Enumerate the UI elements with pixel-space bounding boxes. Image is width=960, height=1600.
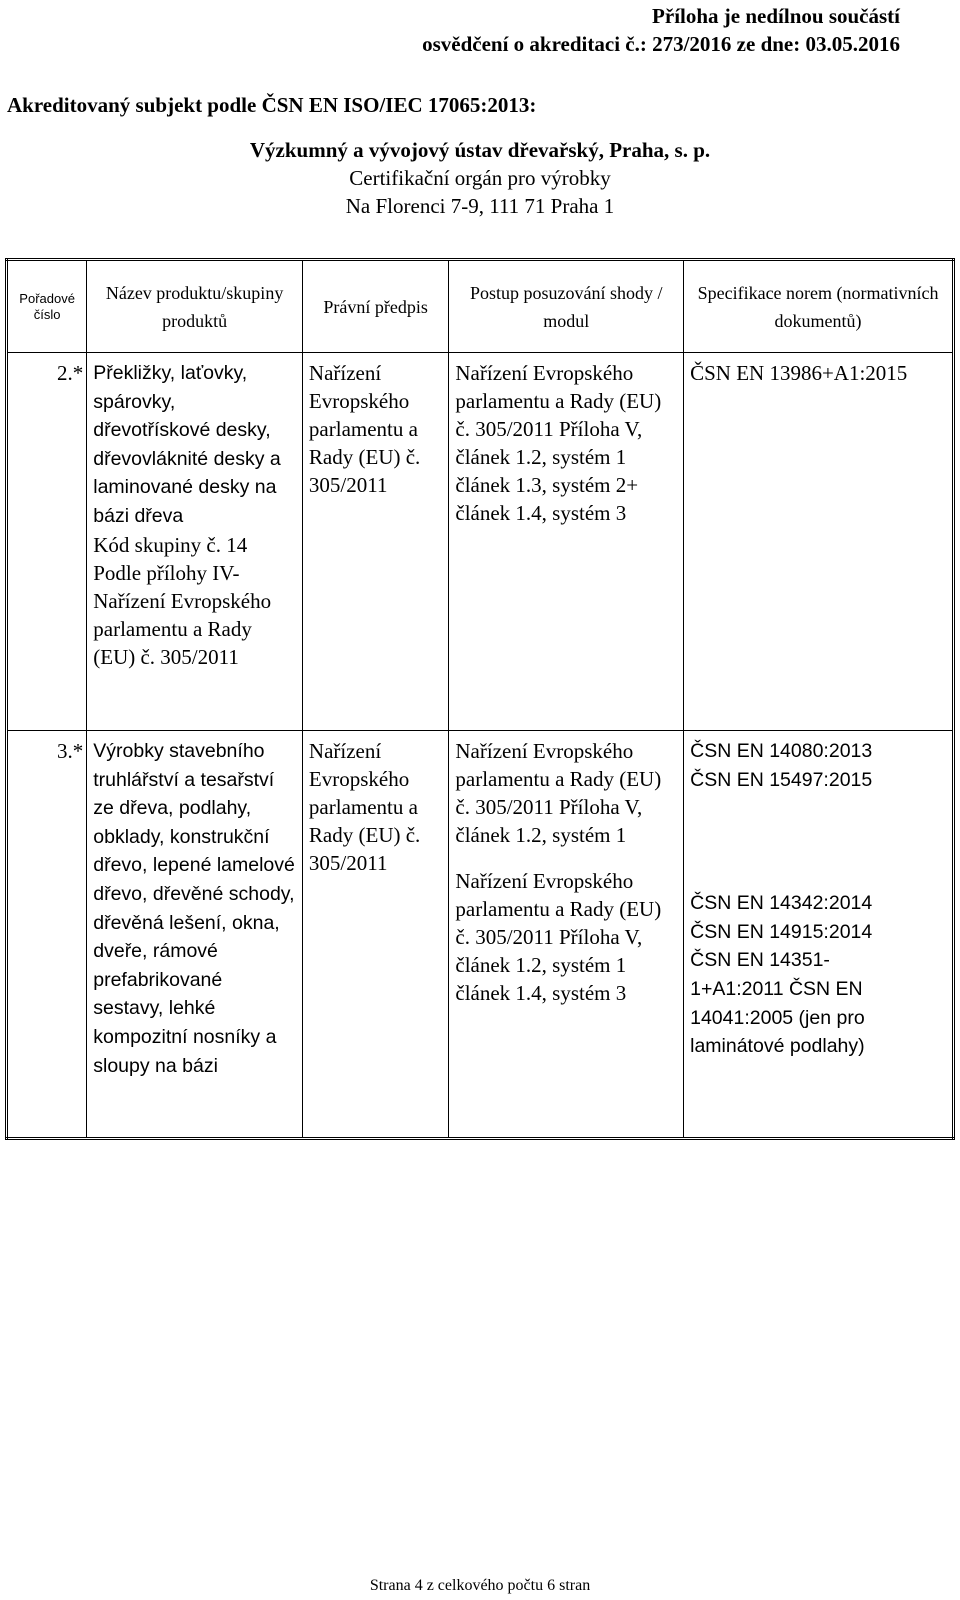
header-annex-note: Příloha je nedílnou součástí — [652, 4, 900, 28]
table-row — [7, 731, 954, 1139]
accreditation-scope-table — [5, 258, 955, 1140]
product-cell — [87, 353, 303, 731]
regulation-cell: Nařízení Evropského parlamentu a Rady (EU) č. 305/2011 — [302, 731, 448, 1139]
standards-cell — [684, 731, 954, 1139]
header-assessment-procedure: Postup posuzování shody / modul — [449, 260, 684, 353]
regulation-cell: Nařízení Evropského parlamentu a Rady (EU) č. 305/2011 — [302, 353, 448, 731]
header-accreditation-ref: osvědčení o akreditaci č.: 273/2016 ze dne: 03.05.2016 — [422, 32, 900, 56]
header-address: Na Florenci 7-9, 111 71 Praha 1 — [345, 194, 615, 218]
header-accredited-subject: Akreditovaný subjekt podle ČSN EN ISO/IEC 17065:2013: — [7, 93, 537, 117]
procedure-block: Nařízení Evropského parlamentu a Rady (EU) č. 305/2011 Příloha V, článek 1.2, systém 1 — [455, 739, 662, 847]
header-order-number: Pořadové číslo — [7, 260, 87, 353]
table-header-row — [7, 260, 954, 353]
product-name: Výrobky stavebního truhlářství a tesařství ze dřeva, podlahy, obklady, konstrukční dřevo, lepené lamelové dřevo, dřevěné schody, dřevěná lešení, okna, dveře, rámové prefabrikované sestavy, lehké kompozitní nosníky a sloupy na bázi — [93, 740, 295, 1077]
product-group: Kód skupiny č. 14 Podle přílohy IV- Nařízení Evropského parlamentu a Rady (EU) č. 305/2011 — [93, 532, 272, 669]
header-legal-regulation: Právní předpis — [302, 260, 448, 353]
product-name: Překližky, laťovky, spárovky, dřevotřískové desky, dřevovláknité desky a laminované desky na bázi dřeva — [93, 362, 281, 527]
standards-block: ČSN EN 14342:2014 ČSN EN 14915:2014 ČSN EN 14351-1+A1:2011 ČSN EN 14041:2005 (jen pro laminátové podlahy) — [690, 892, 873, 1058]
standards-cell: ČSN EN 13986+A1:2015 — [684, 353, 954, 731]
header-organization-name: Výzkumný a vývojový ústav dřevařský, Praha, s. p. — [249, 138, 711, 162]
header-product-name: Název produktu/skupiny produktů — [87, 260, 303, 353]
row-number: 3.* — [7, 731, 87, 1139]
standards-block: ČSN EN 14080:2013 ČSN EN 15497:2015 — [690, 740, 873, 791]
procedure-cell — [449, 731, 684, 1139]
procedure-block: Nařízení Evropského parlamentu a Rady (EU) č. 305/2011 Příloha V, článek 1.2, systém 1 článek 1.4, systém 3 — [455, 869, 662, 1005]
procedure-cell: Nařízení Evropského parlamentu a Rady (EU) č. 305/2011 Příloha V, článek 1.2, systém 1 článek 1.3, systém 2+ článek 1.4, systém 3 — [449, 353, 684, 731]
page-footer: Strana 4 z celkového počtu 6 stran — [369, 1577, 591, 1594]
header-certification-body: Certifikační orgán pro výrobky — [349, 166, 611, 190]
table-row — [7, 353, 954, 731]
header-standards-specification: Specifikace norem (normativních dokumentů) — [684, 260, 954, 353]
product-cell — [87, 731, 303, 1139]
row-number: 2.* — [7, 353, 87, 731]
